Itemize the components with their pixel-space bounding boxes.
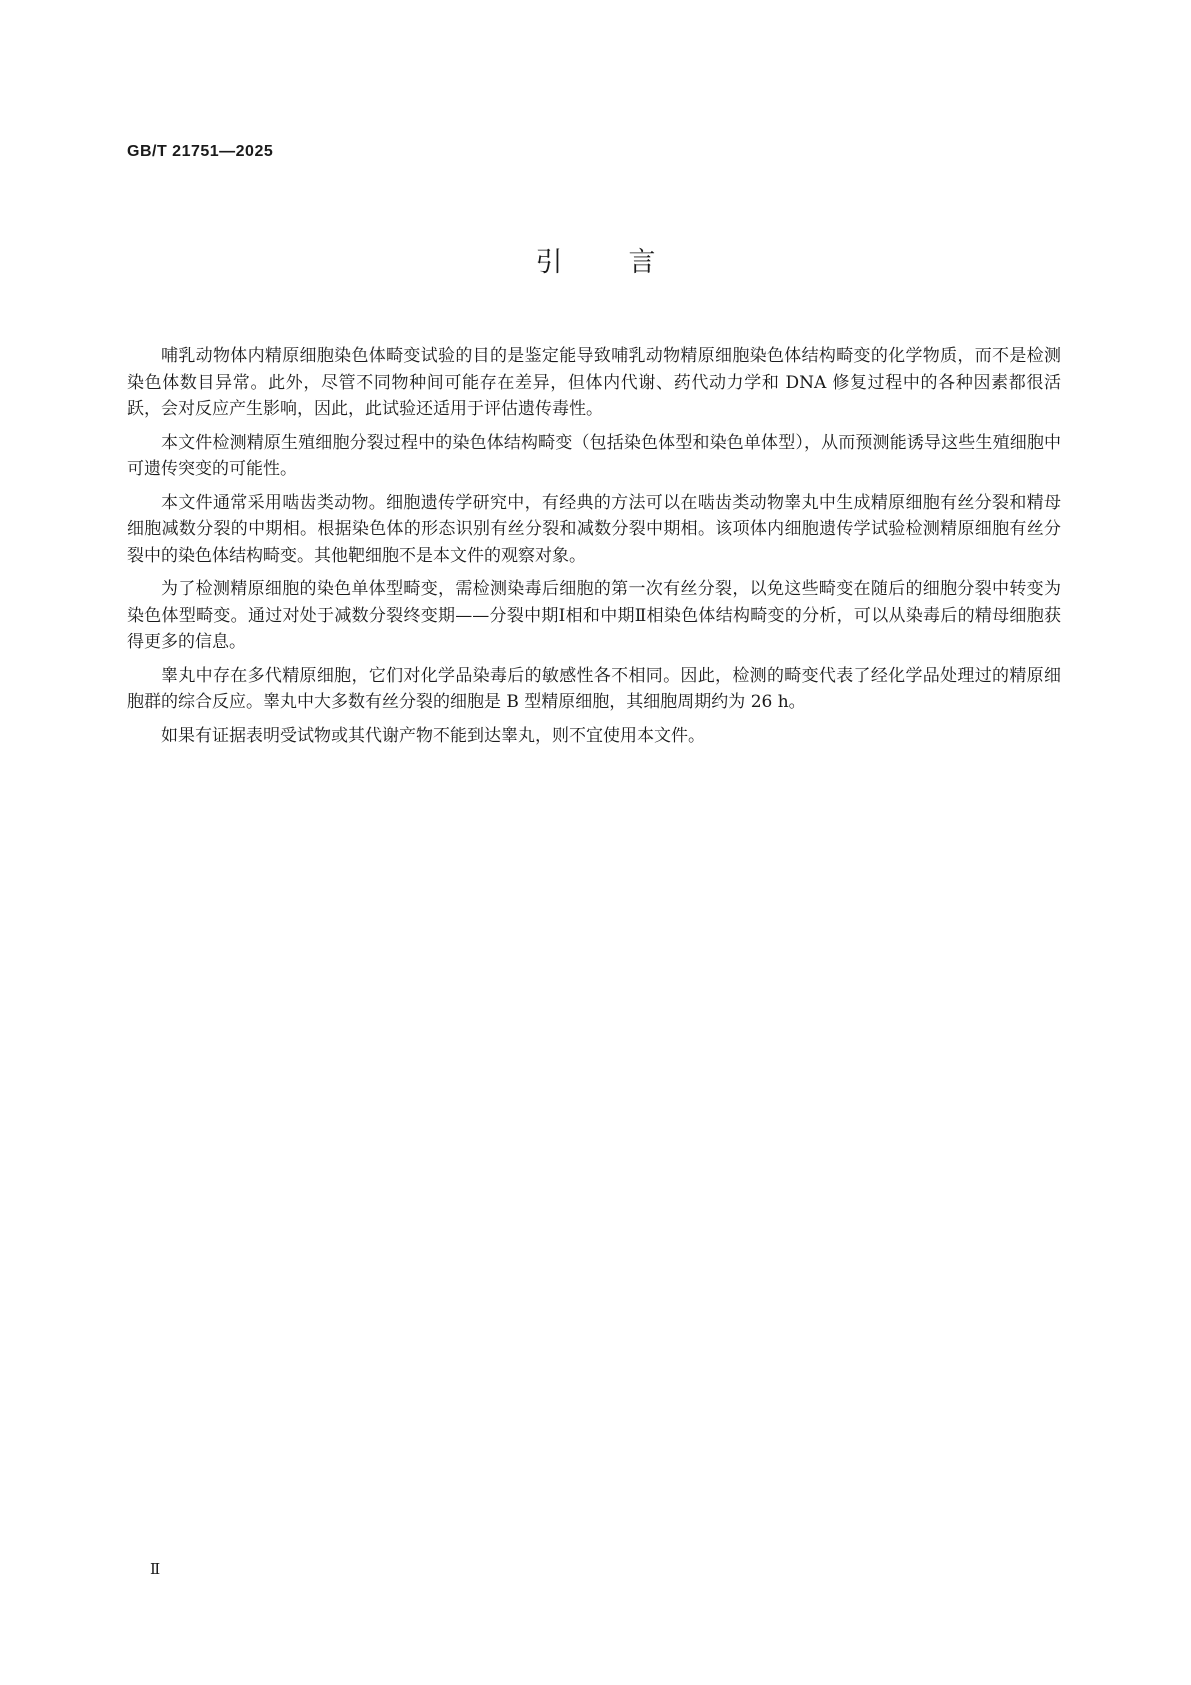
document-code: GB/T 21751—2025: [127, 143, 274, 160]
page-number: Ⅱ: [150, 1560, 161, 1578]
paragraph-2: 本文件检测精原生殖细胞分裂过程中的染色体结构畸变（包括染色体型和染色单体型），从而预测能诱导这些生殖细胞中可遗传突变的可能性。: [127, 432, 1061, 479]
introduction-body: [127, 343, 1061, 756]
paragraph-4: 为了检测精原细胞的染色单体型畸变，需检测染毒后细胞的第一次有丝分裂，以免这些畸变在随后的细胞分裂中转变为染色体型畸变。通过对处于减数分裂终变期——分裂中期Ⅰ相和中期Ⅱ相染色体结构畸变的分析，可以从染毒后的精母细胞获得更多的信息。: [127, 579, 1061, 652]
paragraph-1: 哺乳动物体内精原细胞染色体畸变试验的目的是鉴定能导致哺乳动物精原细胞染色体结构畸变的化学物质，而不是检测染色体数目异常。此外，尽管不同物种间可能存在差异，但体内代谢、药代动力学和 DNA 修复过程中的各种因素都很活跃，会对反应产生影响，因此，此试验还适用于评估遗传毒性。: [127, 346, 1061, 419]
paragraph-3: 本文件通常采用啮齿类动物。细胞遗传学研究中，有经典的方法可以在啮齿类动物睾丸中生成精原细胞有丝分裂和精母细胞减数分裂的中期相。根据染色体的形态识别有丝分裂和减数分裂中期相。该项体内细胞遗传学试验检测精原细胞有丝分裂中的染色体结构畸变。其他靶细胞不是本文件的观察对象。: [127, 492, 1061, 566]
paragraph-6: 如果有证据表明受试物或其代谢产物不能到达睾丸，则不宜使用本文件。: [161, 725, 705, 746]
paragraph-5: 睾丸中存在多代精原细胞，它们对化学品染毒后的敏感性各不相同。因此，检测的畸变代表了经化学品处理过的精原细胞群的综合反应。睾丸中大多数有丝分裂的细胞是 B 型精原细胞，其细胞周期约为 26 h。: [127, 665, 1061, 712]
section-title: 引言: [535, 247, 722, 278]
